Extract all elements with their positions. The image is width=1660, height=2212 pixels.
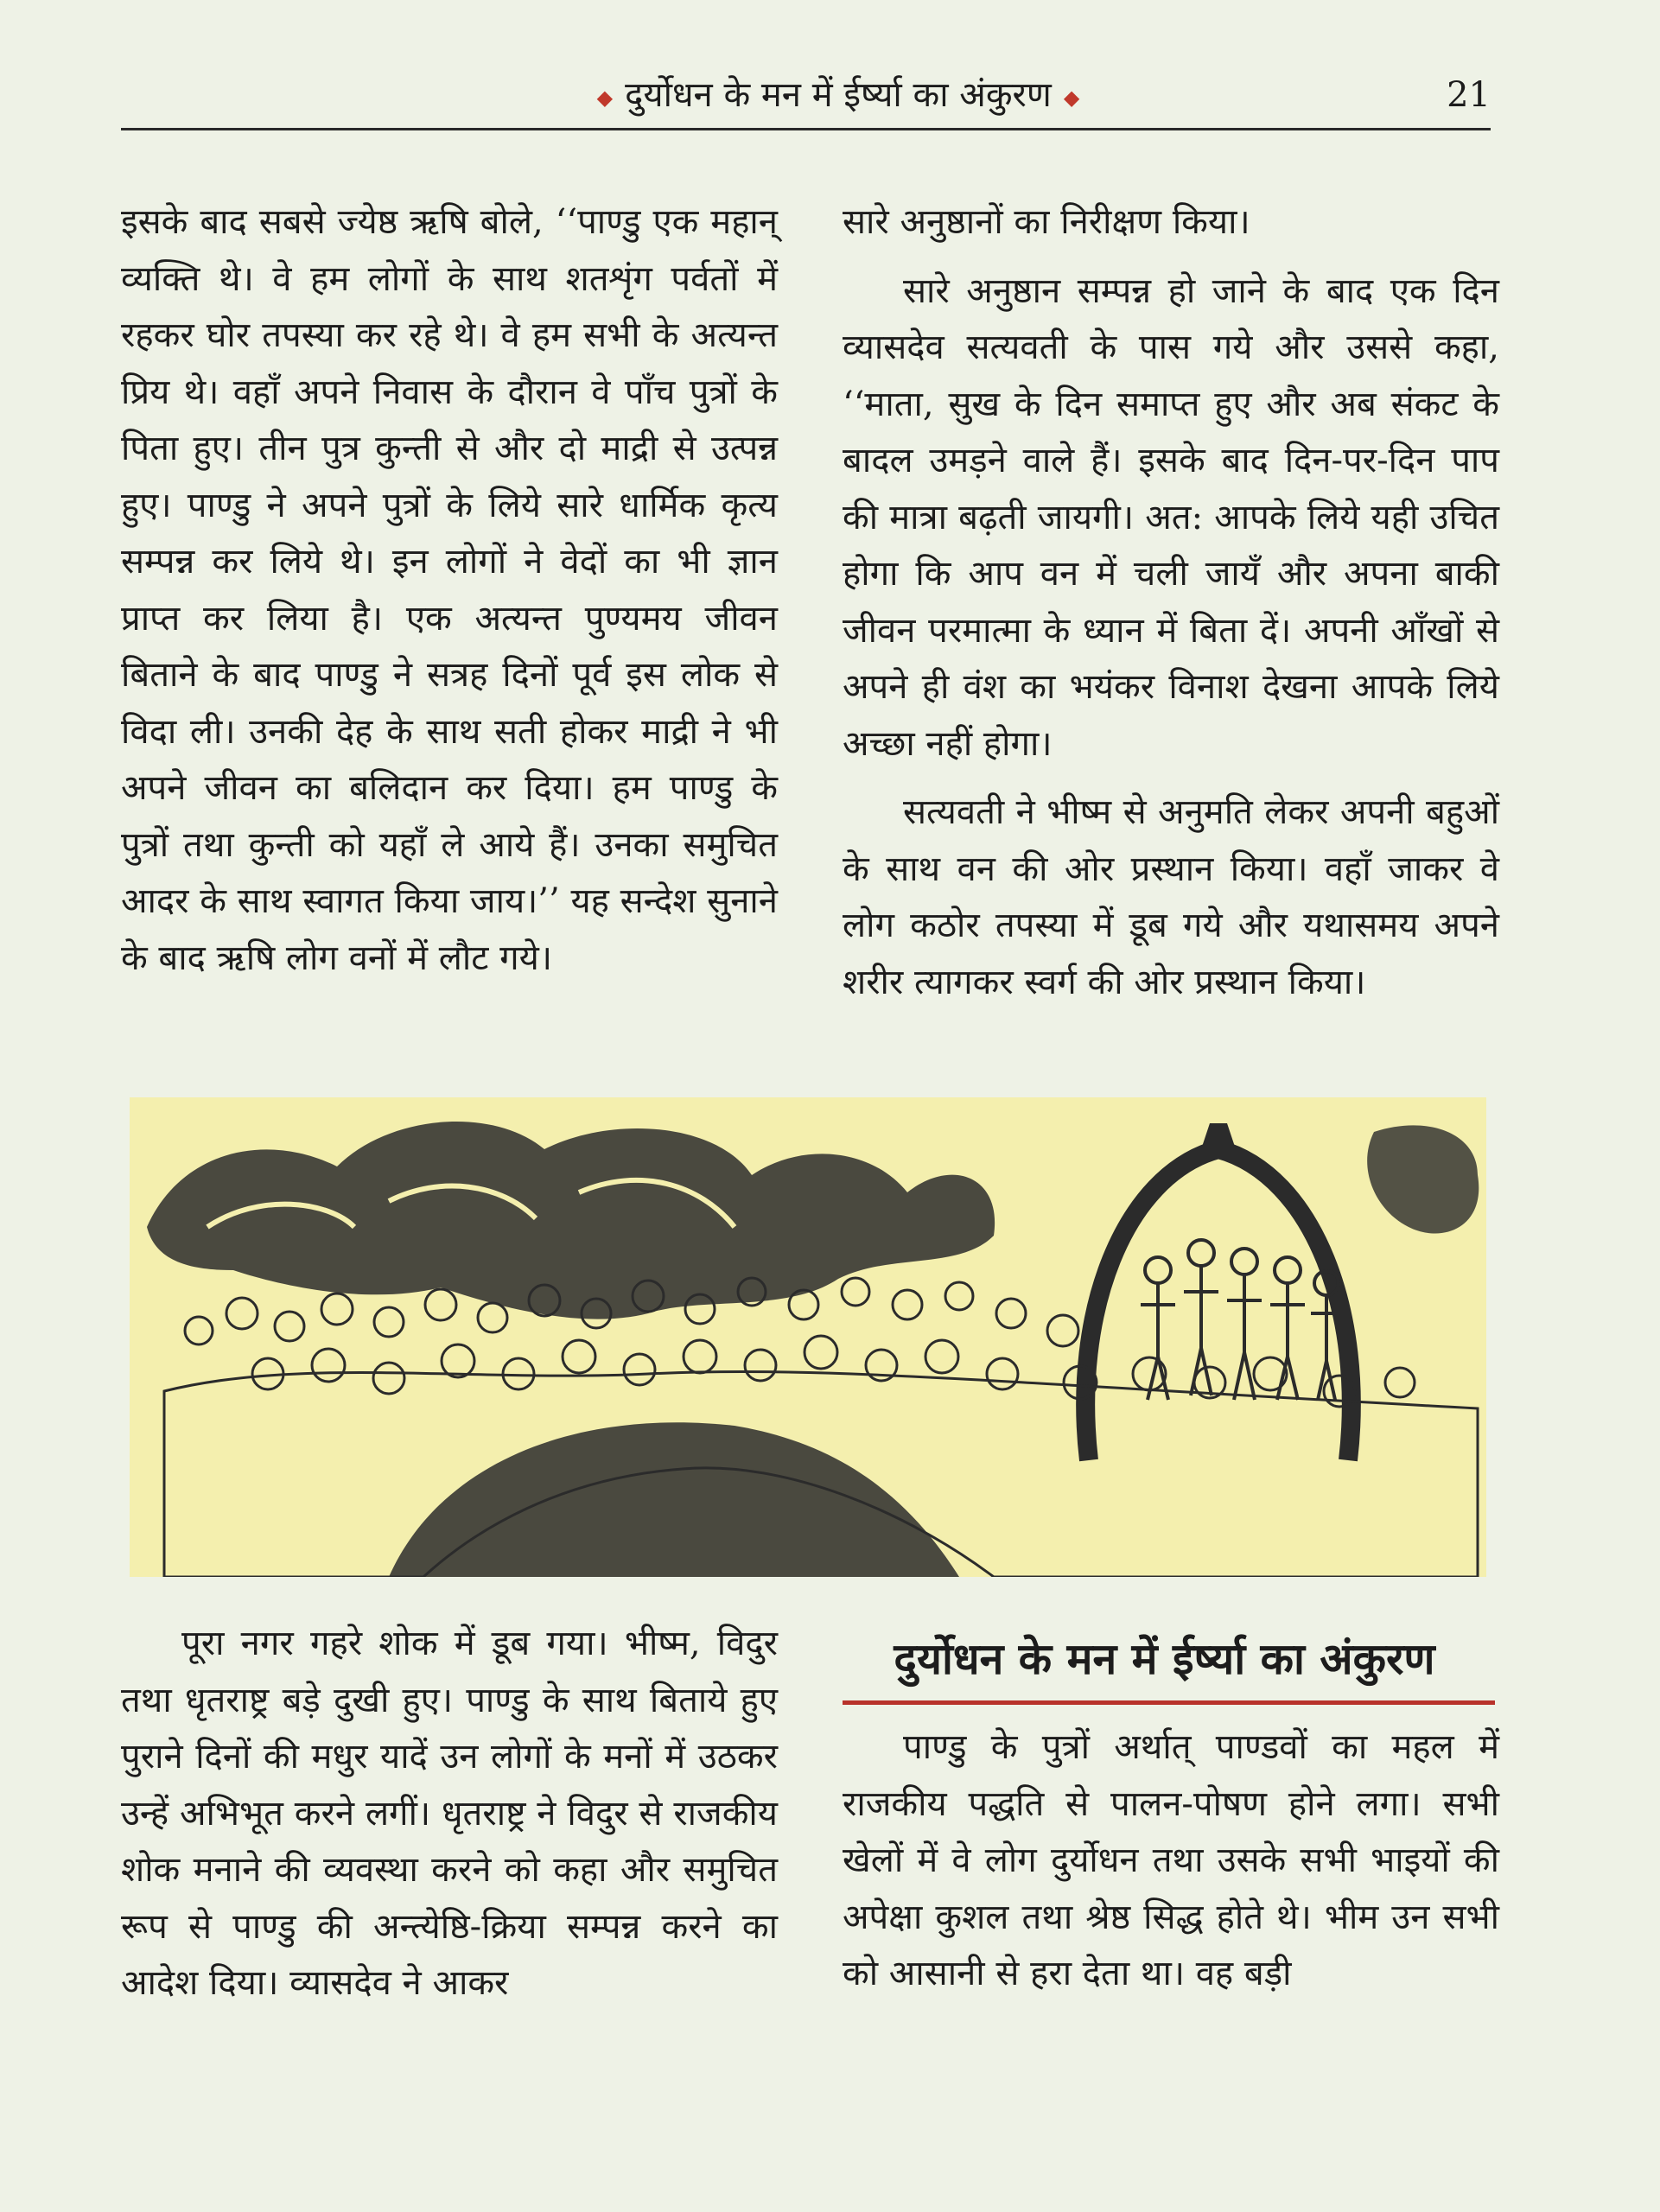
- crowd-illustration: [130, 1097, 1486, 1577]
- bottom-left-column: [121, 1616, 778, 2024]
- diamond-ornament-icon: ◆: [1063, 86, 1080, 110]
- heading-underline: [843, 1700, 1495, 1705]
- top-left-column: [121, 194, 778, 999]
- paragraph: पूरा नगर गहरे शोक में डूब गया। भीष्म, विदुर तथा धृतराष्ट्र बड़े दुखी हुए। पाण्डु के साथ बिताये हुए पुराने दिनों की मधुर यादें उन लोगों के मनों में उठकर उन्हें अभिभूत करने लगीं। धृतराष्ट्र ने विदुर से राजकीय शोक मनाने की व्यवस्था करने को कहा और समुचित रूप से पाण्डु की अन्त्येष्ठि-क्रिया सम्पन्न करने का आदेश दिया। व्यासदेव ने आकर: [121, 1624, 778, 2003]
- paragraph: सारे अनुष्ठानों का निरीक्षण किया।: [843, 202, 1250, 242]
- running-header: [121, 67, 1491, 130]
- crowd-drawing: [130, 1097, 1486, 1577]
- paragraph: सत्यवती ने भीष्म से अनुमति लेकर अपनी बहुओं के साथ वन की ओर प्रस्थान किया। वहाँ जाकर वे लोग कठोर तपस्या में डूब गये और यथासमय अपने शरीर त्यागकर स्वर्ग की ओर प्रस्थान किया।: [843, 792, 1499, 1002]
- bottom-right-column: [843, 1719, 1499, 2015]
- running-title: [449, 67, 1227, 125]
- top-right-column: [843, 194, 1499, 1023]
- paragraph: पाण्डु के पुत्रों अर्थात् पाण्डवों का महल में राजकीय पद्धति से पालन-पोषण होने लगा। सभी खेलों में वे लोग दुर्योधन तथा उसके सभी भाइयों की अपेक्षा कुशल तथा श्रेष्ठ सिद्ध होते थे। भीम उन सभी को आसानी से हरा देता था। वह बड़ी: [843, 1727, 1499, 1993]
- page-number: 21: [1447, 75, 1491, 115]
- diamond-ornament-icon: ◆: [596, 86, 614, 110]
- running-title-text: दुर्योधन के मन में ईर्ष्या का अंकुरण: [625, 75, 1052, 115]
- section-heading: दुर्योधन के मन में ईर्ष्या का अंकुरण: [894, 1634, 1435, 1684]
- paragraph: इसके बाद सबसे ज्येष्ठ ऋषि बोले, ‘‘पाण्डु एक महान् व्यक्ति थे। वे हम लोगों के साथ शतशृंग पर्वतों में रहकर घोर तपस्या कर रहे थे। वे हम सभी के अत्यन्त प्रिय थे। वहाँ अपने निवास के दौरान वे पाँच पुत्रों के पिता हुए। तीन पुत्र कुन्ती से और दो माद्री से उत्पन्न हुए। पाण्डु ने अपने पुत्रों के लिये सारे धार्मिक कृत्य सम्पन्न कर लिये थे। इन लोगों ने वेदों का भी ज्ञान प्राप्त कर लिया है। एक अत्यन्त पुण्यमय जीवन बिताने के बाद पाण्डु ने सत्रह दिनों पूर्व इस लोक से विदा ली। उनकी देह के साथ सती होकर माद्री ने भी अपने जीवन का बलिदान कर दिया। हम पाण्डु के पुत्रों तथा कुन्ती को यहाँ ले आये हैं। उनका समुचित आदर के साथ स्वागत किया जाय।’’ यह सन्देश सुनाने के बाद ऋषि लोग वनों में लौट गये।: [121, 202, 778, 978]
- paragraph: सारे अनुष्ठान सम्पन्न हो जाने के बाद एक दिन व्यासदेव सत्यवती के पास गये और उससे कहा, ‘‘माता, सुख के दिन समाप्त हुए और अब संकट के बादल उमड़ने वाले हैं। इसके बाद दिन-पर-दिन पाप की मात्रा बढ़ती जायगी। अत: आपके लिये यही उचित होगा कि आप वन में चली जायँ और अपना बाकी जीवन परमात्मा के ध्यान में बिता दें। अपनी आँखों से अपने ही वंश का भयंकर विनाश देखना आपके लिये अच्छा नहीं होगा।: [843, 270, 1499, 764]
